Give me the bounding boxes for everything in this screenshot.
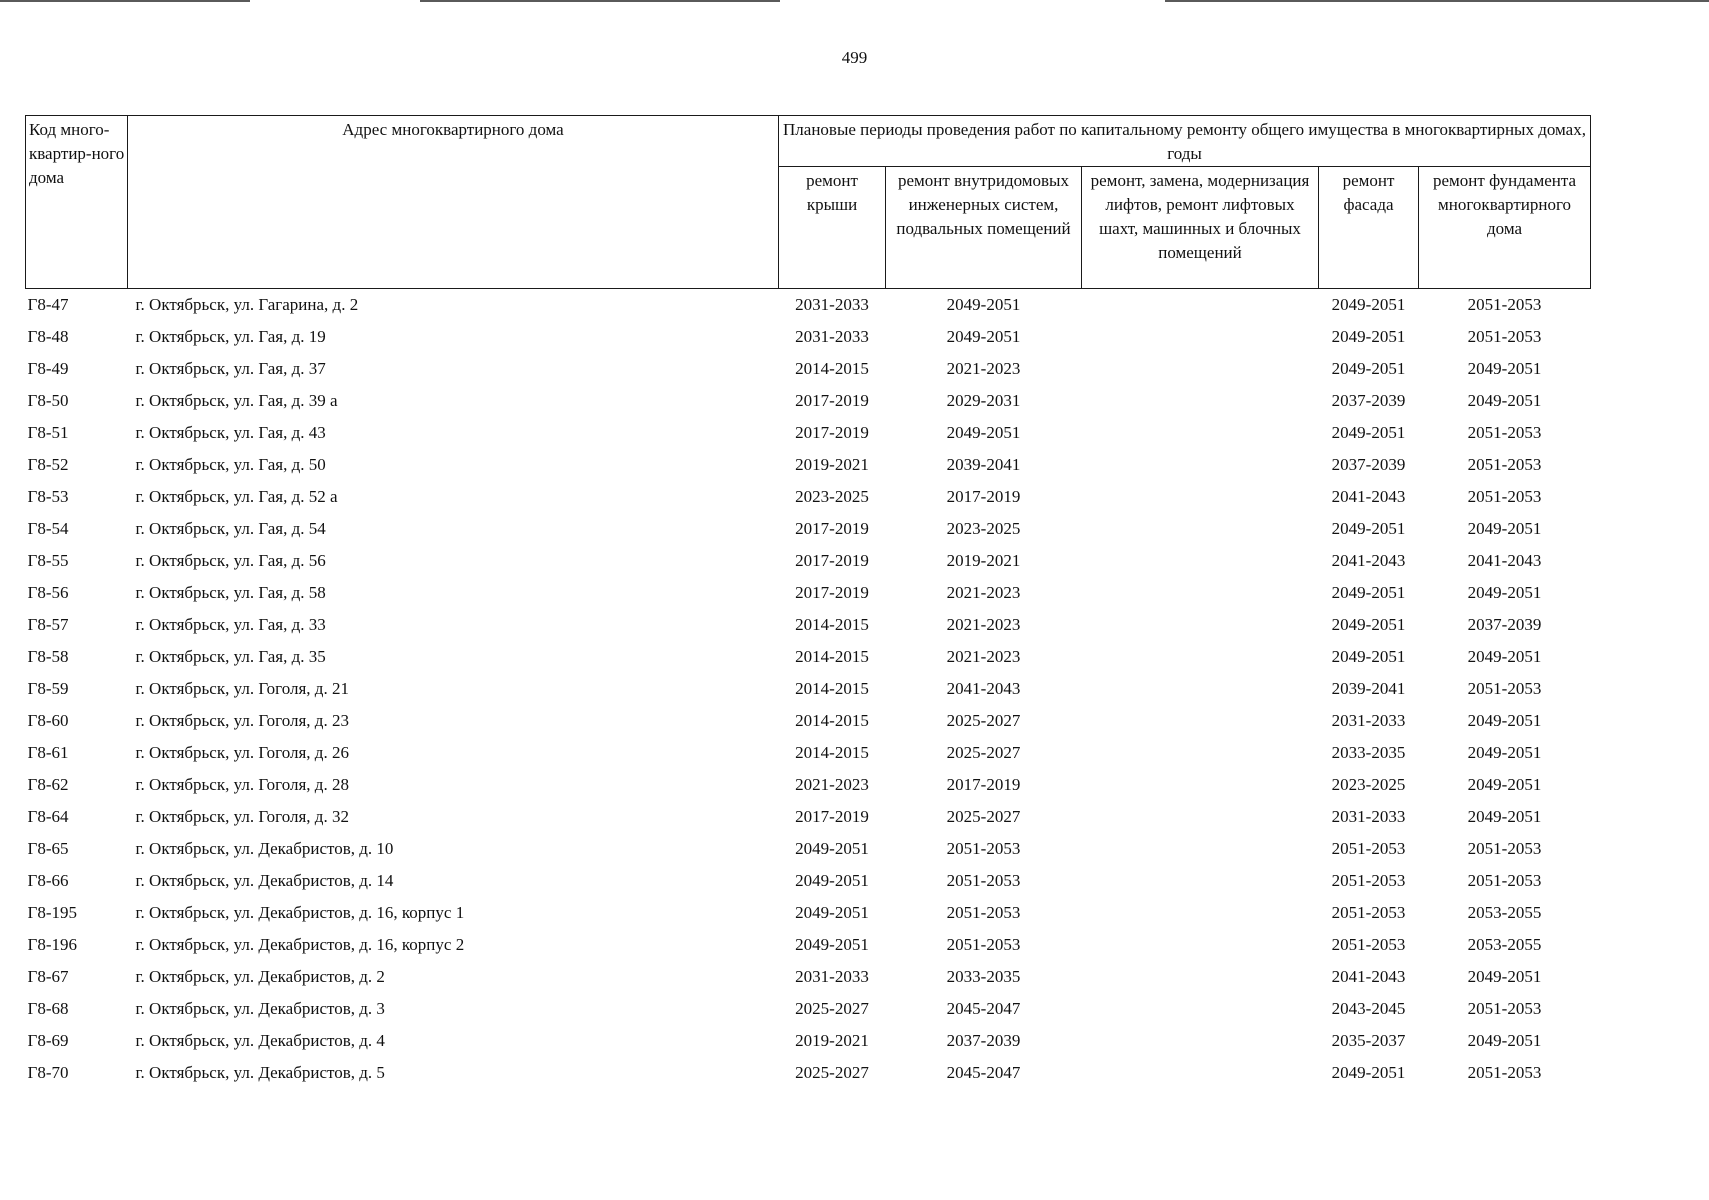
engineering-period-cell: 2051-2053: [946, 903, 1021, 922]
roof-period-cell: 2014-2015: [795, 679, 869, 698]
building-code-cell: Г8-64: [27, 807, 69, 826]
foundation-period-cell: 2041-2043: [1467, 551, 1542, 570]
address-cell: г. Октябрьск, ул. Гоголя, д. 32: [135, 807, 349, 826]
lift-period-cell: [1082, 353, 1319, 385]
engineering-period-cell: 2041-2043: [946, 679, 1021, 698]
facade-period-cell: 2049-2051: [1331, 583, 1406, 602]
foundation-period-cell: 2049-2051: [1467, 1031, 1542, 1050]
header-planned-periods: Плановые периоды проведения работ по капитальному ремонту общего имущества в многоквартирных домах, годы: [779, 116, 1591, 167]
facade-period-cell: 2041-2043: [1331, 487, 1406, 506]
lift-period-cell: [1082, 577, 1319, 609]
table-row: [26, 353, 1591, 385]
lift-period-cell: [1082, 1057, 1319, 1089]
building-code-cell: Г8-66: [27, 871, 69, 890]
roof-period-cell: 2014-2015: [795, 711, 869, 730]
roof-period-cell: 2014-2015: [795, 647, 869, 666]
engineering-period-cell: 2021-2023: [946, 583, 1021, 602]
address-cell: г. Октябрьск, ул. Декабристов, д. 16, корпус 1: [135, 903, 465, 922]
facade-period-cell: 2051-2053: [1331, 839, 1406, 858]
facade-period-cell: 2049-2051: [1331, 359, 1406, 378]
facade-period-cell: 2037-2039: [1331, 455, 1406, 474]
roof-period-cell: 2017-2019: [795, 423, 869, 442]
lift-period-cell: [1082, 513, 1319, 545]
building-code-cell: Г8-67: [27, 967, 69, 986]
foundation-period-cell: 2049-2051: [1467, 775, 1542, 794]
foundation-period-cell: 2051-2053: [1467, 871, 1542, 890]
lift-period-cell: [1082, 865, 1319, 897]
lift-period-cell: [1082, 481, 1319, 513]
address-cell: г. Октябрьск, ул. Декабристов, д. 5: [135, 1063, 385, 1082]
facade-period-cell: 2049-2051: [1331, 647, 1406, 666]
building-code-cell: Г8-56: [27, 583, 69, 602]
table-row: [26, 385, 1591, 417]
table-row: [26, 321, 1591, 353]
address-cell: г. Октябрьск, ул. Гая, д. 52 а: [135, 487, 338, 506]
table-row: [26, 1025, 1591, 1057]
building-code-cell: Г8-54: [27, 519, 69, 538]
foundation-period-cell: 2049-2051: [1467, 711, 1542, 730]
engineering-period-cell: 2045-2047: [946, 1063, 1021, 1082]
engineering-period-cell: 2045-2047: [946, 999, 1021, 1018]
facade-period-cell: 2031-2033: [1331, 711, 1406, 730]
address-cell: г. Октябрьск, ул. Декабристов, д. 14: [135, 871, 394, 890]
building-code-cell: Г8-51: [27, 423, 69, 442]
roof-period-cell: 2014-2015: [795, 359, 869, 378]
lift-period-cell: [1082, 833, 1319, 865]
address-cell: г. Октябрьск, ул. Гоголя, д. 26: [135, 743, 349, 762]
roof-period-cell: 2021-2023: [795, 775, 869, 794]
engineering-period-cell: 2025-2027: [946, 711, 1021, 730]
table-row: [26, 801, 1591, 833]
lift-period-cell: [1082, 385, 1319, 417]
roof-period-cell: 2019-2021: [795, 455, 869, 474]
address-cell: г. Октябрьск, ул. Гая, д. 37: [135, 359, 326, 378]
building-code-cell: Г8-57: [27, 615, 69, 634]
table-row: [26, 449, 1591, 481]
header-facade-repair: ремонт фасада: [1319, 167, 1419, 289]
table-row: [26, 769, 1591, 801]
lift-period-cell: [1082, 769, 1319, 801]
foundation-period-cell: 2051-2053: [1467, 423, 1542, 442]
facade-period-cell: 2049-2051: [1331, 1063, 1406, 1082]
table-row: [26, 961, 1591, 993]
facade-period-cell: 2041-2043: [1331, 551, 1406, 570]
table-row: [26, 577, 1591, 609]
roof-period-cell: 2017-2019: [795, 583, 869, 602]
lift-period-cell: [1082, 705, 1319, 737]
engineering-period-cell: 2037-2039: [946, 1031, 1021, 1050]
roof-period-cell: 2049-2051: [795, 839, 869, 858]
foundation-period-cell: 2049-2051: [1467, 519, 1542, 538]
lift-period-cell: [1082, 993, 1319, 1025]
roof-period-cell: 2017-2019: [795, 391, 869, 410]
roof-period-cell: 2031-2033: [795, 327, 869, 346]
scan-edge-line: [420, 0, 780, 2]
engineering-period-cell: 2051-2053: [946, 871, 1021, 890]
address-cell: г. Октябрьск, ул. Гая, д. 43: [135, 423, 326, 442]
foundation-period-cell: 2051-2053: [1467, 679, 1542, 698]
foundation-period-cell: 2051-2053: [1467, 327, 1542, 346]
address-cell: г. Октябрьск, ул. Гагарина, д. 2: [135, 295, 359, 314]
roof-period-cell: 2049-2051: [795, 903, 869, 922]
lift-period-cell: [1082, 449, 1319, 481]
engineering-period-cell: 2051-2053: [946, 935, 1021, 954]
roof-period-cell: 2023-2025: [795, 487, 869, 506]
address-cell: г. Октябрьск, ул. Декабристов, д. 3: [135, 999, 385, 1018]
engineering-period-cell: 2025-2027: [946, 743, 1021, 762]
building-code-cell: Г8-48: [27, 327, 69, 346]
facade-period-cell: 2051-2053: [1331, 871, 1406, 890]
engineering-period-cell: 2051-2053: [946, 839, 1021, 858]
lift-period-cell: [1082, 801, 1319, 833]
facade-period-cell: 2049-2051: [1331, 423, 1406, 442]
foundation-period-cell: 2051-2053: [1467, 1063, 1542, 1082]
foundation-period-cell: 2051-2053: [1467, 839, 1542, 858]
engineering-period-cell: 2049-2051: [946, 327, 1021, 346]
header-lift-repair: ремонт, замена, модернизация лифтов, ремонт лифтовых шахт, машинных и блочных помещений: [1082, 167, 1319, 289]
engineering-period-cell: 2021-2023: [946, 615, 1021, 634]
header-engineering-systems: ремонт внутридомовых инженерных систем, подвальных помещений: [886, 167, 1082, 289]
engineering-period-cell: 2029-2031: [946, 391, 1021, 410]
engineering-period-cell: 2049-2051: [946, 423, 1021, 442]
facade-period-cell: 2037-2039: [1331, 391, 1406, 410]
address-cell: г. Октябрьск, ул. Гоголя, д. 23: [135, 711, 349, 730]
header-foundation-repair: ремонт фундамента многоквартирного дома: [1419, 167, 1591, 289]
lift-period-cell: [1082, 897, 1319, 929]
facade-period-cell: 2039-2041: [1331, 679, 1406, 698]
address-cell: г. Октябрьск, ул. Гая, д. 35: [135, 647, 326, 666]
engineering-period-cell: 2017-2019: [946, 487, 1021, 506]
address-cell: г. Октябрьск, ул. Гая, д. 50: [135, 455, 326, 474]
roof-period-cell: 2049-2051: [795, 871, 869, 890]
lift-period-cell: [1082, 673, 1319, 705]
facade-period-cell: 2049-2051: [1331, 327, 1406, 346]
address-cell: г. Октябрьск, ул. Гоголя, д. 28: [135, 775, 349, 794]
roof-period-cell: 2049-2051: [795, 935, 869, 954]
foundation-period-cell: 2037-2039: [1467, 615, 1542, 634]
facade-period-cell: 2033-2035: [1331, 743, 1406, 762]
table-row: [26, 609, 1591, 641]
roof-period-cell: 2014-2015: [795, 615, 869, 634]
lift-period-cell: [1082, 961, 1319, 993]
header-address: Адрес многоквартирного дома: [128, 116, 779, 289]
address-cell: г. Октябрьск, ул. Декабристов, д. 2: [135, 967, 385, 986]
table-row: [26, 833, 1591, 865]
building-code-cell: Г8-50: [27, 391, 69, 410]
building-code-cell: Г8-70: [27, 1063, 69, 1082]
engineering-period-cell: 2033-2035: [946, 967, 1021, 986]
foundation-period-cell: 2049-2051: [1467, 583, 1542, 602]
table-row: [26, 865, 1591, 897]
building-code-cell: Г8-195: [27, 903, 77, 922]
foundation-period-cell: 2053-2055: [1467, 903, 1542, 922]
table-row: [26, 929, 1591, 961]
table-row: [26, 545, 1591, 577]
address-cell: г. Октябрьск, ул. Декабристов, д. 16, корпус 2: [135, 935, 465, 954]
facade-period-cell: 2031-2033: [1331, 807, 1406, 826]
roof-period-cell: 2014-2015: [795, 743, 869, 762]
engineering-period-cell: 2025-2027: [946, 807, 1021, 826]
lift-period-cell: [1082, 1025, 1319, 1057]
address-cell: г. Октябрьск, ул. Декабристов, д. 10: [135, 839, 394, 858]
building-code-cell: Г8-60: [27, 711, 69, 730]
lift-period-cell: [1082, 641, 1319, 673]
facade-period-cell: 2043-2045: [1331, 999, 1406, 1018]
lift-period-cell: [1082, 417, 1319, 449]
facade-period-cell: 2041-2043: [1331, 967, 1406, 986]
foundation-period-cell: 2049-2051: [1467, 807, 1542, 826]
address-cell: г. Октябрьск, ул. Гоголя, д. 21: [135, 679, 349, 698]
foundation-period-cell: 2051-2053: [1467, 295, 1542, 314]
engineering-period-cell: 2021-2023: [946, 359, 1021, 378]
table-row: [26, 673, 1591, 705]
building-code-cell: Г8-47: [27, 295, 69, 314]
facade-period-cell: 2049-2051: [1331, 519, 1406, 538]
roof-period-cell: 2017-2019: [795, 807, 869, 826]
foundation-period-cell: 2053-2055: [1467, 935, 1542, 954]
table-row: [26, 481, 1591, 513]
engineering-period-cell: 2039-2041: [946, 455, 1021, 474]
building-code-cell: Г8-68: [27, 999, 69, 1018]
building-code-cell: Г8-53: [27, 487, 69, 506]
repair-schedule-table: [25, 115, 1591, 1089]
roof-period-cell: 2019-2021: [795, 1031, 869, 1050]
building-code-cell: Г8-61: [27, 743, 69, 762]
foundation-period-cell: 2049-2051: [1467, 967, 1542, 986]
table-row: [26, 289, 1591, 322]
foundation-period-cell: 2049-2051: [1467, 391, 1542, 410]
facade-period-cell: 2051-2053: [1331, 935, 1406, 954]
building-code-cell: Г8-62: [27, 775, 69, 794]
page-number: 499: [841, 48, 868, 67]
table-row: [26, 705, 1591, 737]
lift-period-cell: [1082, 929, 1319, 961]
address-cell: г. Октябрьск, ул. Декабристов, д. 4: [135, 1031, 385, 1050]
building-code-cell: Г8-65: [27, 839, 69, 858]
address-cell: г. Октябрьск, ул. Гая, д. 33: [135, 615, 326, 634]
lift-period-cell: [1082, 545, 1319, 577]
address-cell: г. Октябрьск, ул. Гая, д. 54: [135, 519, 326, 538]
engineering-period-cell: 2023-2025: [946, 519, 1021, 538]
roof-period-cell: 2031-2033: [795, 967, 869, 986]
lift-period-cell: [1082, 609, 1319, 641]
facade-period-cell: 2049-2051: [1331, 615, 1406, 634]
building-code-cell: Г8-69: [27, 1031, 69, 1050]
foundation-period-cell: 2049-2051: [1467, 743, 1542, 762]
building-code-cell: Г8-59: [27, 679, 69, 698]
roof-period-cell: 2025-2027: [795, 999, 869, 1018]
foundation-period-cell: 2051-2053: [1467, 999, 1542, 1018]
engineering-period-cell: 2017-2019: [946, 775, 1021, 794]
header-roof-repair: ремонт крыши: [779, 167, 886, 289]
building-code-cell: Г8-52: [27, 455, 69, 474]
table-row: [26, 417, 1591, 449]
foundation-period-cell: 2051-2053: [1467, 487, 1542, 506]
header-building-code: Код много-квартир-ного дома: [26, 116, 128, 289]
facade-period-cell: 2035-2037: [1331, 1031, 1406, 1050]
building-code-cell: Г8-49: [27, 359, 69, 378]
building-code-cell: Г8-196: [27, 935, 77, 954]
table-row: [26, 993, 1591, 1025]
engineering-period-cell: 2019-2021: [946, 551, 1021, 570]
facade-period-cell: 2049-2051: [1331, 295, 1406, 314]
engineering-period-cell: 2021-2023: [946, 647, 1021, 666]
foundation-period-cell: 2049-2051: [1467, 359, 1542, 378]
roof-period-cell: 2017-2019: [795, 519, 869, 538]
facade-period-cell: 2051-2053: [1331, 903, 1406, 922]
engineering-period-cell: 2049-2051: [946, 295, 1021, 314]
lift-period-cell: [1082, 289, 1319, 322]
building-code-cell: Г8-55: [27, 551, 69, 570]
table-body: [26, 289, 1591, 1090]
building-code-cell: Г8-58: [27, 647, 69, 666]
table-row: [26, 897, 1591, 929]
address-cell: г. Октябрьск, ул. Гая, д. 39 а: [135, 391, 338, 410]
lift-period-cell: [1082, 321, 1319, 353]
scan-edge-line: [1165, 0, 1709, 2]
table-row: [26, 1057, 1591, 1089]
roof-period-cell: 2017-2019: [795, 551, 869, 570]
scan-edge-line: [0, 0, 250, 2]
foundation-period-cell: 2051-2053: [1467, 455, 1542, 474]
facade-period-cell: 2023-2025: [1331, 775, 1406, 794]
table-row: [26, 513, 1591, 545]
table-row: [26, 641, 1591, 673]
lift-period-cell: [1082, 737, 1319, 769]
address-cell: г. Октябрьск, ул. Гая, д. 19: [135, 327, 326, 346]
address-cell: г. Октябрьск, ул. Гая, д. 56: [135, 551, 326, 570]
roof-period-cell: 2025-2027: [795, 1063, 869, 1082]
address-cell: г. Октябрьск, ул. Гая, д. 58: [135, 583, 326, 602]
table-row: [26, 737, 1591, 769]
roof-period-cell: 2031-2033: [795, 295, 869, 314]
foundation-period-cell: 2049-2051: [1467, 647, 1542, 666]
